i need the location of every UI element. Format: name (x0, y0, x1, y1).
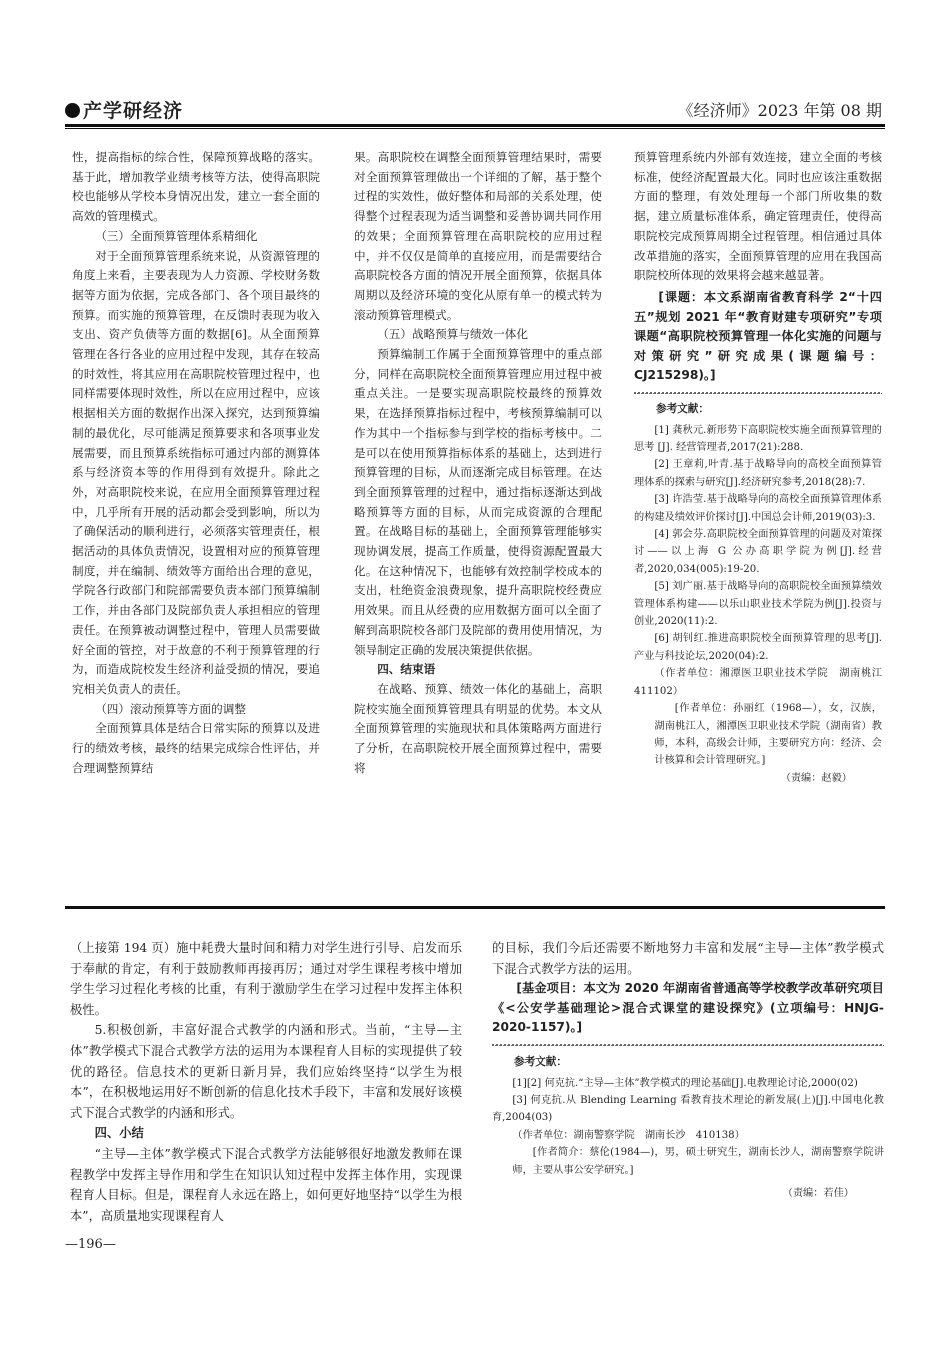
header-rule-thin (65, 128, 885, 129)
author-bio-bottom: [作者简介：蔡伦(1984—)，男，硕士研究生，湖南长沙人，湖南警察学院讲师，主要从事公安学研究。] (512, 1147, 884, 1176)
editor: （责编：赵毅） (780, 772, 852, 784)
fund-note: [基金项目：本文为 2020 年湖南省普通高等学校教学改革研究项目《<公安学基础理论>混合式课堂的建设探究》(立项编号：HNJG-2020-1157)。] (492, 981, 884, 1035)
paragraph: 5.积极创新，丰富好混合式教学的内涵和形式。当前，“主导—主体”教学模式下混合式教学方法的运用为本课程育人目标的实现提供了较优的路径。信息技术的更新日新月异，我们应始终坚持“以学生为根本”，在积极地运用好不断创新的信息化技术手段下，丰富和发展好该模式下混合式教学的内涵和形式。 (70, 1023, 462, 1120)
wavy-divider-bottom (492, 1044, 884, 1046)
reference-item: [2] 王章莉,叶青.基于战略导向的高校全面预算管理体系的探索与研究[J].经济研究参考,2018(28):7. (634, 459, 882, 488)
editor-bottom: （责编：若佳） (782, 1188, 854, 1199)
reference-item: [3] 何克抗.从 Blending Learning 看教育技术理论的新发展(上)[J].中国电化教育,2004(03) (492, 1094, 884, 1124)
header-rule (65, 124, 885, 127)
section-heading: （三）全面预算管理体系精细化 (95, 228, 258, 243)
bottom-conclusion-end: 的目标，我们今后还需要不断地努力丰富和发展“主导—主体”教学模式下混合式教学方法的运用。 (492, 941, 884, 976)
paragraph: “主导—主体”教学模式下混合式教学方法能够很好地激发教师在课程教学中发挥主导作用和学生在知识认知过程中发挥主体作用，实现课程育人目标。但是，课程育人永远在路上，如何更好地坚持“以学生为根本”，高质量地实现课程育人 (70, 1146, 462, 1223)
author-bio: [作者单位：孙丽红（1968—），女，汉族，湖南桃江人，湘潭医卫职业技术学院（湖南省）教师，本科，高级会计师，主要研究方向：经济、会计核算和会计管理研究。] (654, 703, 882, 767)
bottom-column-right (492, 938, 884, 1202)
references-list (634, 422, 893, 788)
section-heading: （四）滚动预算等方面的调整 (95, 701, 246, 716)
paragraph: 在战略、预算、绩效一体化的基础上，高职院校实施全面预算管理具有明显的优势。本文从全面预算管理的实施现状和具体策略两方面进行了分析，在高职院校开展全面预算过程中，需要将 (354, 681, 602, 775)
article-column-1 (72, 148, 320, 779)
article-column-2 (354, 148, 602, 779)
wavy-divider (634, 392, 882, 394)
section-title: 产学研经济 (65, 96, 183, 123)
bottom-column-left (70, 938, 462, 1226)
project-note: [课题：本文系湖南省教育科学 2“十四五”规划 2021 年“教育财建专项研究”专项课题“高职院校预算管理一体化实施的问题与对策研究”研究成果(课题编号：CJ215298)。] (634, 289, 882, 383)
reference-item: [4] 郭会芬.高职院校全面预算管理的问题及对策探讨——以上海 G 公办高职学院为例[J].经营者,2020,034(005):19-20. (634, 529, 882, 575)
paragraph: 性，提高指标的综合性，保障预算战略的落实。基于此，增加教学业绩考核等方法，使得高职院校也能够从学校本身情况出发，建立一套全面的高效的管理模式。 (72, 150, 320, 224)
reference-item: [5] 刘广丽.基于战略导向的高职院校全面预算绩效管理体系构建——以乐山职业技术学院为例[J].投资与创业,2020(11):2. (634, 581, 882, 628)
paragraph: 对于全面预算管理系统来说，从资源管理的角度上来看，主要表现为人力资源、学校财务数据等方面为依据，完成各部门、各个项目最终的预算。而实施的预算管理，在反馈时表现为收入支出、资产负债等方面的数据[6]。从全面预算管理在各行各业的应用过程中发现，其存在较高的时效性，将其应用在高职院校管理过程中，也同样需要体现时效性，所以在应用过程中，应该根据相关方面的数据作出深入探究，达到预算编制的最优化，尽可能满足预算要求和各项事业发展需要，而且预算系统指标可通过内部的测算体系与经济资本等的作用得到有效提升。除此之外，对高职院校来说，在应用全面预算管理过程中，几乎所有开展的活动都会受到影响，所以为了确保活动的顺利进行，必须落实管理责任，根据活动的具体负责情况，设置相对应的预算管理制度，并在编制、绩效等方面给出合理的意见，学院各行政部门和院部需要负责本部门预算编制工作，并由各部门及院部负责人承担相应的管理责任。在预算被动调整过程中，管理人员需要做好全面的管控，对于故意的不利于预算管理的行为，而造成院校发生经济利益受损的情况，要追究相关负责人的责任。 (72, 248, 320, 696)
paragraph: 预算管理系统内外部有效连接，建立全面的考核标准，使经济配置最大化。同时也应该注重数据方面的整理，有效处理每一个部门所收集的数据，建立质量标准体系，确定管理责任，使得高职院校完成预算周期全过程管理。相信通过具体改革措施的落实，全面预算管理的应用在我国高职院校所体现的效果将会越来越显著。 (634, 150, 882, 283)
reference-item: [6] 胡钊红.推进高职院校全面预算管理的思考[J].产业与科技论坛,2020(04):2. (634, 633, 882, 662)
reference-item: [3] 许浩莹.基于战略导向的高校全面预算管理体系的构建及绩效评价探讨[J].中国总会计师,2019(03):3. (634, 494, 882, 523)
section-heading: 四、小结 (94, 1126, 144, 1141)
conclusion-continued (634, 148, 882, 286)
references-list-bottom (492, 1075, 884, 1203)
reference-item: [1] 龚秋元.新形势下高职院校实施全面预算管理的思考 [J]. 经营管理者,2017(21):288. (634, 424, 882, 453)
page-number: —196— (65, 1237, 116, 1252)
section-heading: （五）战略预算与绩效一体化 (377, 327, 528, 342)
reference-item: [1][2] 何克抗.“主导—主体”教学模式的理论基础[J].电教理论讨论,2000(02) (512, 1077, 858, 1089)
paragraph: （上接第 194 页）施中耗费大量时间和精力对学生进行引导、启发而乐于奉献的肯定，有利于鼓励教师再接再厉；通过对学生课程考核中增加学生学习过程化考核的比重，有利于激励学生在学习过程中发挥主体积极性。 (70, 941, 462, 1017)
author-unit: （作者单位：湘潭医卫职业技术学院 湖南桃江 411102） (634, 668, 893, 697)
references-title: 参考文献： (656, 402, 709, 415)
bullet-dot-icon (65, 103, 80, 118)
paragraph: 预算编制工作属于全面预算管理中的重点部分，同样在高职院校全面预算管理应用过程中被重点关注。一是要实现高职院校最终的预算效果，在选择预算指标过程中，考核预算编制可以作为其中一个指标参与到学校的指标考核中。二是可以在使用预算指标体系的基础上，达到进行预算管理的目标，从而逐渐完成目标管理。在达到全面预算管理的过程中，通过指标逐渐达到战略预算等方面的目标，从而完成资源的合理配置。在战略目标的基础上，全面预算管理能够实现协调发展，提高工作质量，使得资源配置最大化。在这种情况下，也能够有效控制学校成本的支出，杜绝资金浪费现象，提升高职院校经费应用效果。而且从经费的应用数据方面可以全面了解到高职院校各部门及院部的费用使用情况，为领导制定正确的发展决策提供依据。 (354, 347, 602, 657)
paragraph: 全面预算具体是结合日常实际的预算以及进行的绩效考核，最终的结果完成综合性评估，并合理调整预算结 (72, 721, 320, 775)
paragraph: 果。高职院校在调整全面预算管理结果时，需要对全面预算管理做出一个详细的了解，基于整个过程的实效性，做好整体和局部的关系处理，使得整个过程表现为适当调整和妥善协调共同作用的效果；全面预算管理在高职院校的应用过程中，并不仅仅是简单的直接应用，而是需要结合高职院校各方面的情况开展全面预算，依据具体周期以及经济环境的变化从原有单一的模式转为滚动预算管理模式。 (354, 150, 602, 322)
author-unit-bottom: （作者单位：湖南警察学院 湖南长沙 410138） (512, 1129, 745, 1141)
references-title-bottom: 参考文献： (514, 1055, 567, 1068)
section-heading: 四、结束语 (377, 662, 436, 677)
article-separator (65, 906, 885, 909)
article-column-3 (634, 148, 893, 787)
journal-issue: 《经济师》2023 年第 08 期 (677, 101, 882, 120)
